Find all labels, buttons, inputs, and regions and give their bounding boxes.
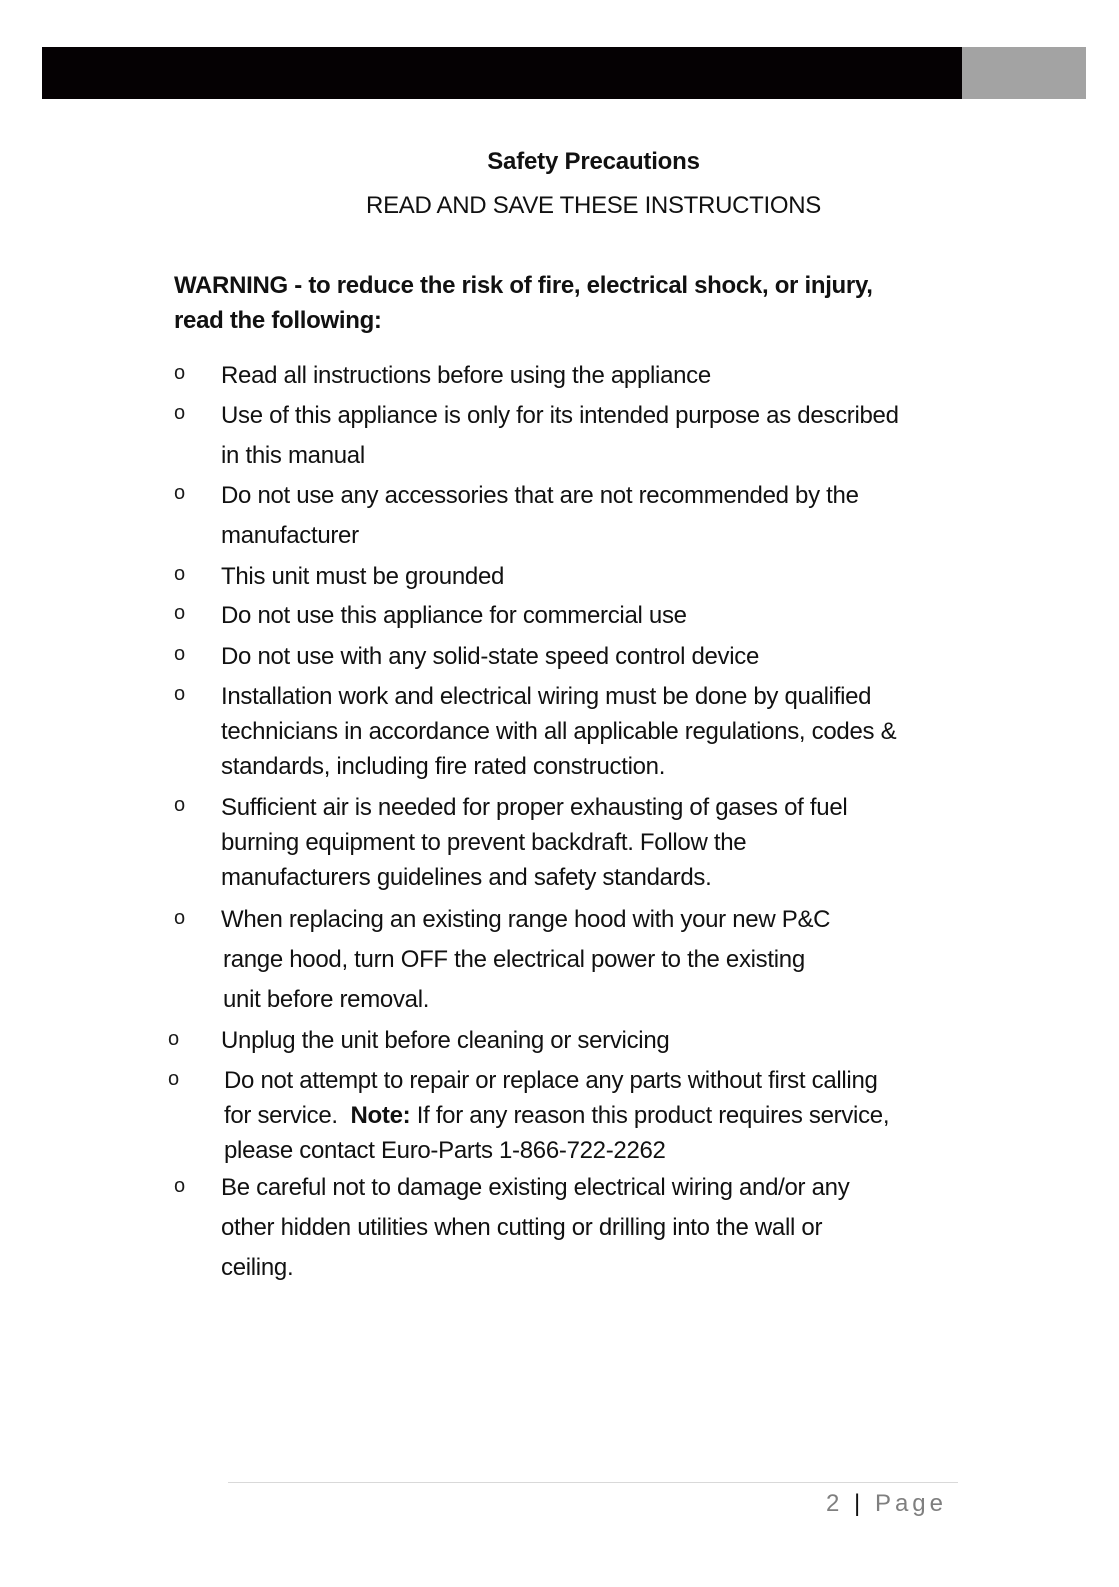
bullet-icon: o (168, 1028, 180, 1050)
list-item-line: range hood, turn OFF the electrical power to the existing (223, 946, 805, 973)
bullet-icon: o (174, 683, 186, 705)
header-bar-accent (962, 47, 1086, 99)
list-item-line: This unit must be grounded (221, 563, 505, 590)
list-item-line: Be careful not to damage existing electrical wiring and/or any (221, 1174, 850, 1201)
page-label: Page (874, 1490, 947, 1517)
list-item-line: please contact Euro-Parts 1-866-722-2262 (224, 1137, 666, 1164)
list-item-line (224, 1098, 1014, 1133)
bullet-icon: o (174, 602, 186, 624)
page-footer (826, 1490, 947, 1518)
list-item-line: unit before removal. (223, 986, 430, 1013)
bullet-icon: o (174, 794, 186, 816)
warning-line-2: read the following: (174, 307, 382, 334)
list-item-line: Read all instructions before using the appliance (221, 362, 711, 389)
list-item (221, 1021, 1011, 1061)
list-item-line: burning equipment to prevent backdraft. Follow the (221, 829, 747, 856)
warning-line-1: WARNING - to reduce the risk of fire, electrical shock, or injury, (174, 272, 873, 299)
list-item-line: Do not use with any solid-state speed control device (221, 643, 760, 670)
list-item-line: Use of this appliance is only for its intended purpose as described (221, 402, 899, 429)
list-item (221, 790, 1011, 895)
footer-divider (228, 1482, 958, 1483)
list-item (221, 476, 1011, 556)
list-item (221, 679, 1011, 784)
page-separator: | (854, 1490, 865, 1517)
list-item-line: Do not attempt to repair or replace any parts without first calling (224, 1067, 878, 1094)
list-item-line: Do not use any accessories that are not recommended by the (221, 482, 859, 509)
list-item (221, 637, 1011, 677)
list-item-text: for service. (224, 1102, 351, 1129)
bullet-icon: o (174, 482, 186, 504)
list-item (221, 596, 1011, 636)
bullet-icon: o (174, 563, 186, 585)
page-subtitle: READ AND SAVE THESE INSTRUCTIONS (366, 192, 821, 219)
bullet-icon: o (174, 1175, 186, 1197)
list-item (224, 1063, 1014, 1168)
list-item-line: Do not use this appliance for commercial use (221, 602, 687, 629)
header-bar (42, 47, 962, 99)
list-item-line: other hidden utilities when cutting or drilling into the wall or (221, 1214, 823, 1241)
list-item-line: manufacturer (221, 522, 359, 549)
list-item (221, 557, 1011, 597)
list-item-line: Unplug the unit before cleaning or servicing (221, 1027, 670, 1054)
note-label: Note: (350, 1102, 411, 1129)
list-item-line: Sufficient air is needed for proper exhausting of gases of fuel (221, 794, 848, 821)
list-item (221, 356, 1011, 396)
bullet-icon: o (174, 402, 186, 424)
list-item-line: standards, including fire rated construction. (221, 753, 666, 780)
list-item-line: in this manual (221, 442, 365, 469)
warning-heading (174, 268, 974, 338)
page-number: 2 (826, 1490, 844, 1517)
bullet-icon: o (168, 1068, 180, 1090)
list-item (221, 396, 1011, 476)
list-item (221, 900, 1011, 1020)
list-item (221, 1168, 1011, 1288)
list-item-line: manufacturers guidelines and safety standards. (221, 864, 712, 891)
bullet-icon: o (174, 907, 186, 929)
page-title: Safety Precautions (487, 148, 700, 175)
list-item-text: If for any reason this product requires service, (410, 1102, 890, 1129)
bullet-icon: o (174, 643, 186, 665)
bullet-icon: o (174, 362, 186, 384)
list-item-line: Installation work and electrical wiring must be done by qualified (221, 683, 872, 710)
list-item-line: ceiling. (221, 1254, 294, 1281)
list-item-line: When replacing an existing range hood with your new P&C (221, 906, 831, 933)
list-item-line: technicians in accordance with all applicable regulations, codes & (221, 718, 897, 745)
